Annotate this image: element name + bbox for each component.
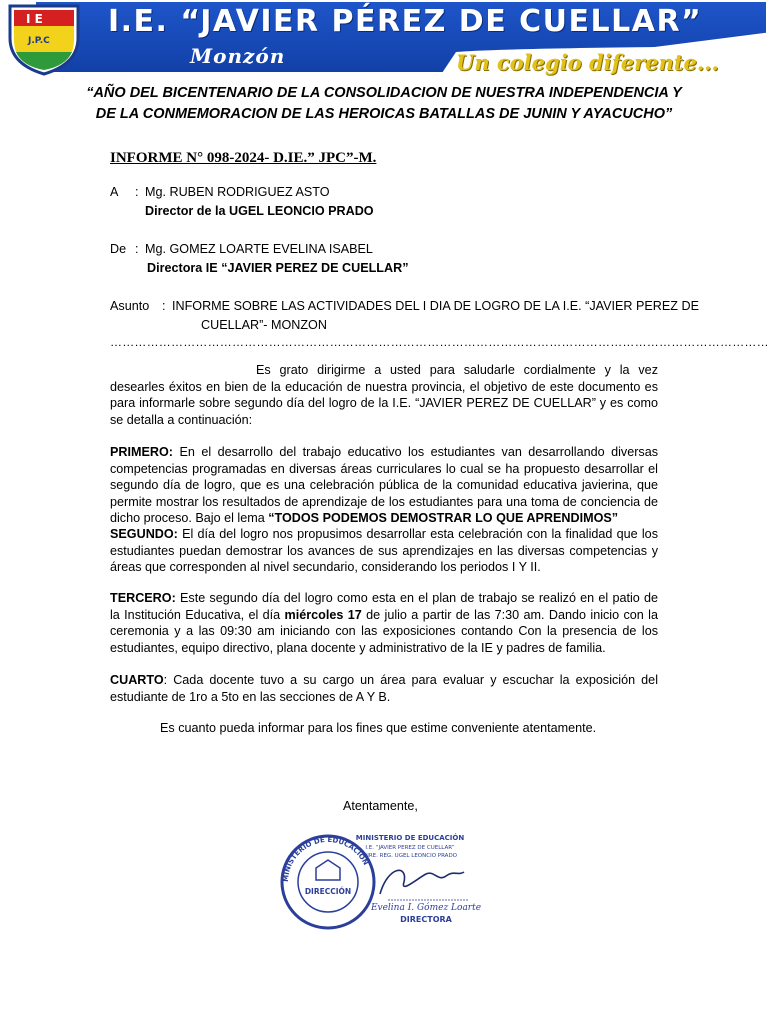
year-motto-line-1: “AÑO DEL BICENTENARIO DE LA CONSOLIDACION DE NUESTRA INDEPENDENCIA Y <box>86 85 682 101</box>
school-crest-logo <box>2 2 86 76</box>
seal-center-text: DIRECCIÓN <box>304 887 352 896</box>
stamp-header-2: I.E. “JAVIER PEREZ DE CUELLAR” <box>365 845 455 851</box>
signer-role: DIRECTORA <box>400 915 452 924</box>
cuarto-text: : Cada docente tuvo a su cargo un área para evaluar y escuchar la exposición del estudiante de 1ro a 5to en las secciones de A Y B. <box>110 673 658 704</box>
closing-sentence: Es cuanto pueda informar para los fines que estime conveniente atentamente. <box>160 721 597 735</box>
stamp-header-1: MINISTERIO DE EDUCACIÓN <box>355 834 465 842</box>
subject-line-1: INFORME SOBRE LAS ACTIVIDADES DEL I DIA DE LOGRO DE LA I.E. “JAVIER PEREZ DE <box>172 299 699 313</box>
tercero-day: miércoles 17 <box>284 607 362 622</box>
letterhead <box>0 0 768 78</box>
cuarto-paragraph <box>110 672 658 705</box>
school-name: I.E. “JAVIER PÉREZ DE CUELLAR” <box>108 4 703 39</box>
tercero-label: TERCERO: <box>110 591 176 605</box>
stamp-header-3: DIRE. REG. UGEL LEONCIO PRADO <box>362 853 458 859</box>
subject-label: Asunto <box>110 299 150 313</box>
subject-line-2: CUELLAR”- MONZON <box>201 318 327 332</box>
crest-jpc: J.P.C <box>28 36 50 46</box>
seal-ring-text: MINISTERIO DE EDUCACIÓN <box>281 835 370 883</box>
intro-paragraph <box>110 362 658 428</box>
slogan: Un colegio diferente... <box>456 50 719 75</box>
signer-name: Evelina I. Gómez Loarte <box>370 903 482 913</box>
tercero-text-1: Este segundo día del logro como esta en el plan de trabajo se realizó en el patio de la Institución Educativa, el día <box>110 591 658 622</box>
to-separator: : <box>135 185 139 199</box>
segundo-label: SEGUNDO: <box>110 527 178 541</box>
signoff: Atentamente, <box>343 799 418 813</box>
dotted-separator: ……………………………………………………………………………………………………………………………………………… <box>110 335 769 349</box>
tercero-paragraph <box>110 590 658 656</box>
to-label: A <box>110 185 119 199</box>
primero-paragraph <box>110 444 658 527</box>
official-stamp-signature <box>268 820 492 940</box>
cuarto-label: CUARTO <box>110 673 164 687</box>
primero-text: En el desarrollo del trabajo educativo los estudiantes van desarrollando diversas competencias programadas en diversas áreas curriculares lo cual se ha propuesto desarrollar el segundo día de logro, que es una celebración pública de la comunidad educativa javierina, que permite mostrar los resultados de aprendizaje de los estudiantes para una toma de conciencia de dicho proceso. Bajo el lema <box>110 445 658 525</box>
from-name: Mg. GOMEZ LOARTE EVELINA ISABEL <box>145 242 373 256</box>
segundo-text: El día del logro nos propusimos desarrollar esta celebración con la finalidad que los estudiantes puedan demostrar los avances de sus aprendizajes en las diversas competencias y áreas que corresponden al nivel secundario, considerando los periodos I Y II. <box>110 527 658 574</box>
intro-line-1: Es grato dirigirme a usted para saludarle cordialmente y la vez <box>256 363 658 377</box>
primero-label: PRIMERO: <box>110 445 173 459</box>
to-name: Mg. RUBEN RODRIGUEZ ASTO <box>145 185 330 199</box>
from-label: De <box>110 242 127 256</box>
year-motto-line-2: DE LA CONMEMORACION DE LAS HEROICAS BATALLAS DE JUNIN Y AYACUCHO” <box>95 106 673 122</box>
from-separator: : <box>135 242 139 256</box>
from-role: Directora IE “JAVIER PEREZ DE CUELLAR” <box>147 261 409 275</box>
crest-letters: I E <box>26 12 43 26</box>
tercero-text-2: de julio a partir de las 7:30 am. Dando inicio con la ceremonia y a las 09:30 am iniciando con las exposiciones contando Con la presencia de los estudiantes, equipo directivo, plana docente y administrativo de la IE y padres de familia. <box>110 607 658 655</box>
segundo-paragraph <box>110 526 658 576</box>
report-title: INFORME N° 098-2024- D.IE.” JPC”-M. <box>110 150 377 166</box>
intro-rest: desearles éxitos en bien de la educación de nuestra provincia, el objetivo de este documento es para informarle sobre segundo día del logro de la I.E. “JAVIER PEREZ DE CUELLAR” y es como se detalla a continuación: <box>110 379 658 427</box>
subject-separator: : <box>162 299 166 313</box>
town-name: Monzón <box>190 44 286 68</box>
to-role: Director de la UGEL LEONCIO PRADO <box>145 204 374 218</box>
primero-motto: “TODOS PODEMOS DEMOSTRAR LO QUE APRENDIMOS” <box>268 511 619 525</box>
